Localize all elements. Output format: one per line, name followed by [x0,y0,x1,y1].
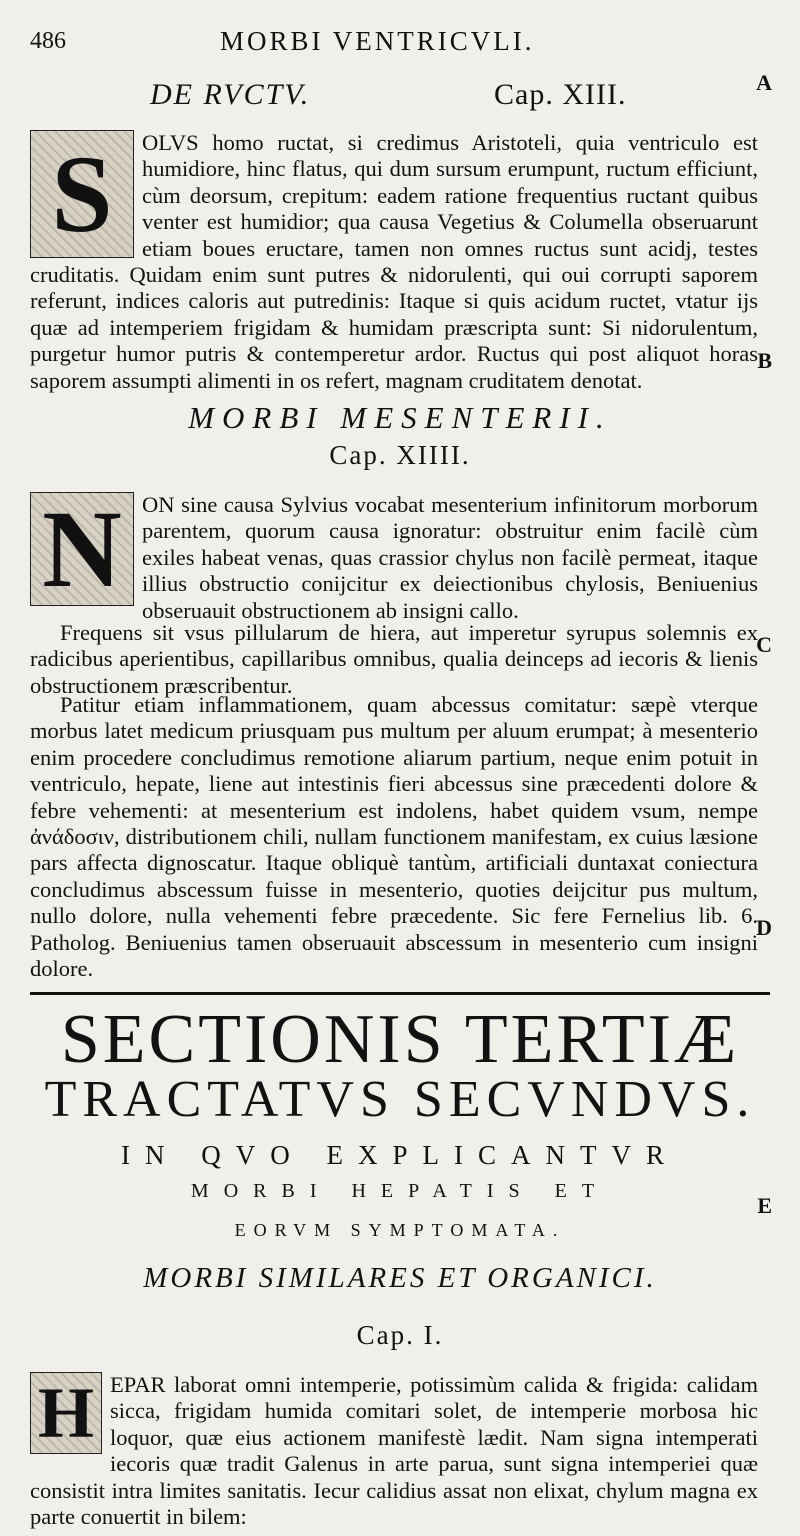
tract-title: TRACTATVS SECVNDVS. [44,1071,756,1128]
section-subtitle-3: EORVM SYMPTOMATA. [234,1220,566,1240]
dropcap-h: H [30,1372,102,1454]
chapter-14-paragraph-2: Frequens sit vsus pillularum de hiera, aut imperetur syrupus solemnis ex radicibus aperientibus, capillaribus omnibus, qualia deinceps ad iecoris & lienis obstructionem præscribentur. [30,620,758,698]
chapter-14-title: MORBI MESENTERII. [188,400,612,435]
chapter-13-paragraph [30,130,758,393]
chapter-1-paragraph [30,1372,758,1530]
section-subtitle-4: MORBI SIMILARES ET ORGANICI. [143,1262,657,1294]
chapter-14-paragraph-1 [30,488,758,623]
chapter-1-cap: Cap. I. [356,1320,444,1350]
chapter-14-paragraph-3: Patitur etiam inflammationem, quam abcessus comitatur: sæpè vterque morbus latet medicum priusquam pus multum per aluum erumpat; à mesenterio enim procedere concludimus remotione aliarum partium, neque enim potuit in ventriculo, hepate, liene aut intestinis fieri abcessus sine præcedenti dolore & febre vehementi: at mesenterium est indolens, habet quidem vsum, nempe ἀνάδοσιν, distributionem chili, nullam functionem manifestam, ex cuius læsione pars affecta dignoscatur. Itaque obliquè tantùm, artificiali duntaxat coniectura concludimus abscessum fuisse in mesenterio, quoties deijcitur pus multum, nullo dolore, nulla vehementi febre præcedente. Sic fere Fernelius lib. 6. Patholog. Beniuenius tamen obseruauit abscessum in mesenterio cum insigni dolore. [30,692,758,982]
chapter-14-text-1: ON sine causa Sylvius vocabat mesenterium infinitorum morborum parentem, quorum causa ignoratur: obstruitur enim facilè cùm exiles habeat venas, quas crassior chylus non facilè permeat, itaque illius obstructio conijcitur ex deiectionibus chylosis, Beniuenius obseruauit obstructionem ab insigni callo. [142,492,758,623]
chapter-13-text: OLVS homo ructat, si credimus Aristoteli, quia ventriculo est humidiore, hinc flatus, qui dum sursum erumpunt, ructum efficiunt, cùm deorsum, crepitum: eadem ratione frequentius ructant quibus venter est humidior; qua causa Vegetius & Columella obseruarunt etiam boues eructare, tamen non omnes ructus sunt acidj, testes cruditatis. Quidam enim sunt putres & nidorulenti, qui oui corrupti saporem referunt, indices caloris aut putredinis: Itaque si quis acidum ructet, vtatur ijs quæ ad intemperiem frigidam & humidam præscripta sunt: Si nidorulentum, purgetur humor putris & contemperetur ardor. Ructus qui post aliquot horas saporem assumpti alimenti in os refert, magnam cruditatem denotat. [30,130,758,393]
margin-letter-e: E [757,1193,772,1218]
dropcap-s: S [30,130,134,258]
section-subtitle-1: IN QVO EXPLICANTVR [121,1140,679,1170]
chapter-1-text: EPAR laborat omni intemperie, potissimùm calida & frigida: calidam sicca, frigidam humida comitari solet, de intemperie morbosa hic loquor, quæ eius actionem manifestè lædit. Nam signa intemperati iecoris quæ tradit Galenus in arte parua, sunt signa intemperiei quæ consistit intra limites sanitatis. Iecur calidius assat non elixat, chylum magna ex parte conuertit in bilem: [30,1372,758,1530]
section-subtitle-2: MORBI HEPATIS ET [190,1180,610,1202]
margin-letter-c: C [756,632,772,657]
dropcap-n: N [30,492,134,606]
running-title: MORBI VENTRICVLI. [220,26,535,56]
chapter-13-heading [150,78,710,112]
chapter-14-cap: Cap. XIIII. [329,440,471,470]
chapter-13-title: DE RVCTV. [150,78,311,111]
margin-letter-a: A [756,70,772,95]
margin-letter-d: D [756,915,772,940]
page-number: 486 [30,28,66,54]
section-divider [30,992,770,995]
chapter-13-cap: Cap. XIII. [494,78,627,111]
margin-letter-b: B [757,348,772,373]
section-title: SECTIONIS TERTIÆ [60,1001,740,1078]
